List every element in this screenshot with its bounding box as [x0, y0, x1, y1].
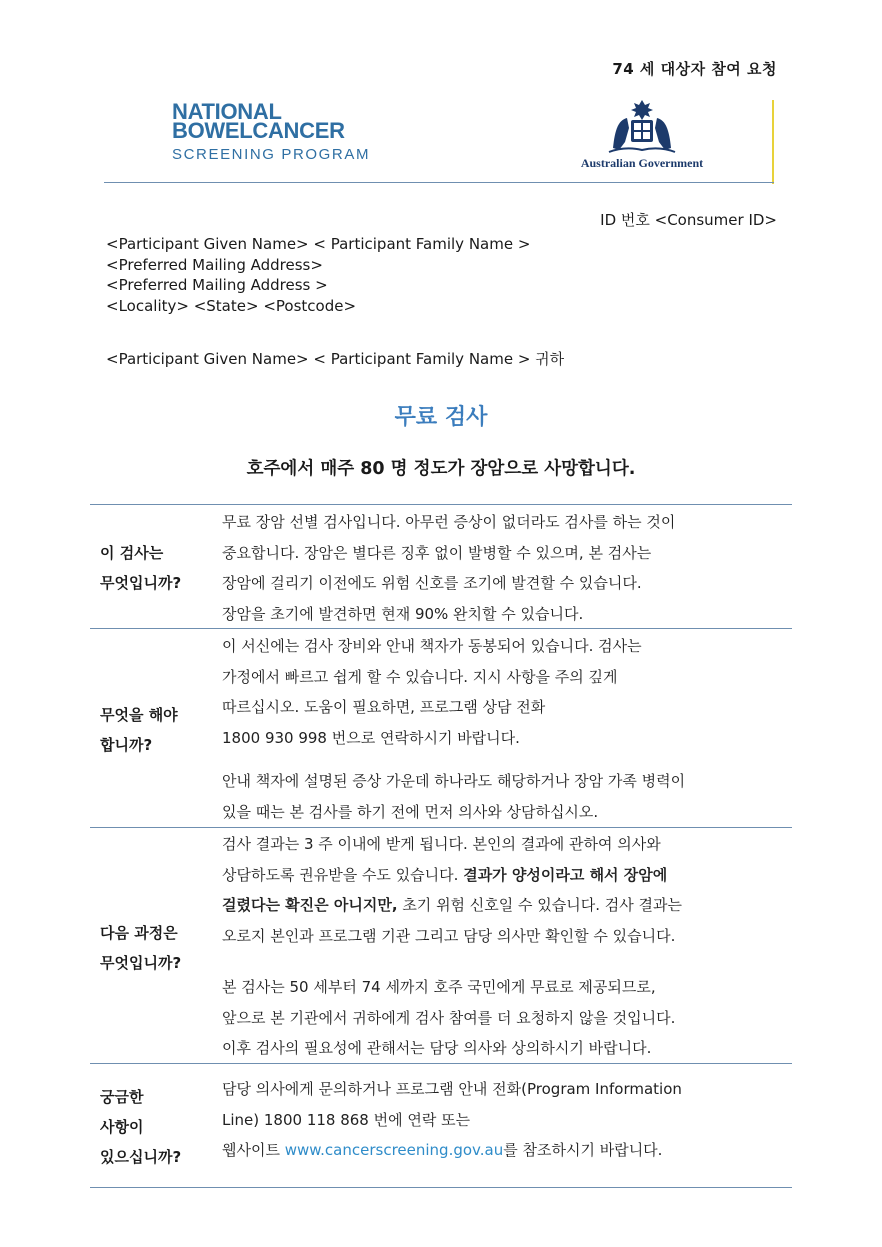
answer-line [222, 860, 787, 891]
section-answer-next [222, 829, 787, 951]
nbcsp-logo [172, 99, 371, 163]
answer-line: Line) 1800 118 868 번에 연락 또는 [222, 1110, 471, 1129]
section-question-what-is [100, 538, 181, 598]
answer-text: 상담하도록 권유받을 수도 있습니다. [222, 865, 464, 884]
answer-line: 따르십시오. 도움이 필요하면, 프로그램 상담 전화 [222, 698, 546, 716]
page-title: 무료 검사 [394, 405, 488, 430]
logo-line-2: BOWELCANCER [172, 118, 345, 143]
section-answer-questions [222, 1074, 787, 1166]
answer-line [222, 890, 787, 921]
section-divider [90, 827, 792, 828]
answer-line: 중요합니다. 장암은 별다른 징후 없이 발병할 수 있으며, 본 검사는 [222, 543, 652, 562]
salutation: <Participant Given Name> < Participant Family Name > 귀하 [106, 350, 565, 368]
section-divider [90, 504, 792, 505]
question-line: 있으십니까? [100, 1148, 182, 1166]
answer-line: 이후 검사의 필요성에 관해서는 담당 의사와 상의하시기 바랍니다. [222, 1039, 652, 1057]
section-answer-next-note [222, 972, 787, 1064]
section-answer-what-is [222, 507, 787, 629]
answer-line: 무료 장암 선별 검사입니다. 아무런 증상이 없더라도 검사를 하는 것이 [222, 513, 676, 531]
coat-of-arms-icon [605, 98, 679, 154]
header-accent-rule [772, 100, 774, 184]
section-divider [90, 1187, 792, 1188]
question-line: 무엇을 해야 [100, 706, 178, 724]
answer-text: 웹사이트 [222, 1141, 285, 1159]
question-line: 다음 과정은 [100, 924, 178, 942]
address-line: <Participant Given Name> < Participant Family Name > [106, 235, 531, 253]
answer-line: 오로지 본인과 프로그램 기관 그리고 담당 의사만 확인할 수 있습니다. [222, 926, 676, 945]
answer-text: 초기 위험 신호일 수 있습니다. 검사 결과는 [397, 896, 683, 914]
question-line: 무엇입니까? [100, 574, 182, 592]
logo-line-1: NATIONAL [172, 99, 282, 124]
answer-line: 이 서신에는 검사 장비와 안내 책자가 동봉되어 있습니다. 검사는 [222, 637, 642, 655]
section-divider [90, 1063, 792, 1064]
page-subtitle: 호주에서 매주 80 명 정도가 장암으로 사망합니다. [246, 459, 636, 479]
address-line: <Preferred Mailing Address> [106, 255, 323, 274]
australian-government-logo [572, 98, 712, 171]
section-divider [90, 628, 792, 629]
question-line: 사항이 [100, 1118, 144, 1136]
answer-line: 담당 의사에게 문의하거나 프로그램 안내 전화(Program Information [222, 1080, 682, 1098]
question-line: 무엇입니까? [100, 954, 182, 972]
answer-line: 본 검사는 50 세부터 74 세까지 호주 국민에게 무료로 제공되므로, [222, 978, 656, 996]
question-line: 궁금한 [100, 1088, 144, 1106]
address-block [106, 234, 530, 316]
answer-line: 검사 결과는 3 주 이내에 받게 됩니다. 본인의 결과에 관하여 의사와 [222, 835, 661, 853]
logo-line-3: SCREENING PROGRAM [172, 146, 371, 163]
document-label: 74 세 대상자 참여 요청 [612, 60, 777, 78]
section-question-next [100, 918, 181, 978]
question-line: 합니까? [100, 736, 153, 754]
section-answer-what-do-note [222, 766, 787, 827]
consumer-id: ID 번호 <Consumer ID> [600, 211, 777, 229]
answer-line: 안내 책자에 설명된 증상 가운데 하나라도 해당하거나 장암 가족 병력이 [222, 772, 686, 790]
answer-line: 앞으로 본 기관에서 귀하에게 검사 참여를 더 요청하지 않을 것입니다. [222, 1008, 676, 1027]
answer-emphasis: 결과가 양성이라고 해서 장암에 [463, 865, 668, 884]
gov-logo-text: Australian Government [580, 156, 704, 170]
section-question-what-do [100, 700, 178, 760]
answer-line: 있을 때는 본 검사를 하기 전에 먼저 의사와 상담하십시오. [222, 802, 599, 821]
answer-emphasis: 걸렸다는 확진은 아니지만, [222, 896, 398, 914]
answer-line: 가정에서 빠르고 쉽게 할 수 있습니다. 지시 사항을 주의 깊게 [222, 667, 618, 686]
address-line: <Locality> <State> <Postcode> [106, 296, 357, 315]
answer-line [222, 1135, 787, 1166]
section-question-questions [100, 1082, 181, 1172]
section-answer-what-do [222, 631, 787, 753]
question-line: 이 검사는 [100, 544, 164, 562]
answer-line: 1800 930 998 번으로 연락하시기 바랍니다. [222, 728, 520, 747]
website-link[interactable]: www.cancerscreening.gov.au [284, 1141, 504, 1159]
address-line: <Preferred Mailing Address > [106, 276, 328, 294]
answer-text: 를 참조하시기 바랍니다. [503, 1141, 663, 1159]
header-divider [104, 182, 774, 183]
answer-line: 장암을 초기에 발견하면 현재 90% 완치할 수 있습니다. [222, 604, 584, 623]
answer-line: 장암에 걸리기 이전에도 위험 신호를 조기에 발견할 수 있습니다. [222, 574, 642, 592]
